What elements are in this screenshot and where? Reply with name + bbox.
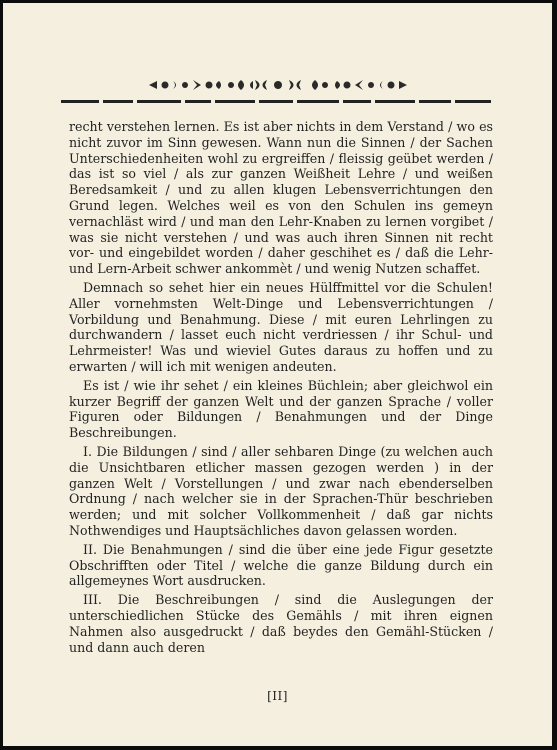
book-page [3,3,552,746]
paragraph-3: Es ist / wie ihr sehet / ein kleines Büchlein; aber gleichwol ein kurzer Begriff der ganzen Welt und der ganzen Sprache / voller Figuren oder Bildungen / Benahmungen und der Dinge Beschreibungen. [69,377,493,441]
page-number: [II] [267,689,288,703]
ornament-header-icon [143,77,413,93]
paragraph-2: Demnach so sehet hier ein neues Hülffmittel vor die Schulen! Aller vornehmsten Welt-Dinge und Lebensverrichtungen / Vorbildung und Benahmung. Diese / mit euren Lehrlingen zu durchwandern / lasset euch nicht verdriessen / ihr Schul- und Lehrmeister! Was und wieviel Gutes daraus zu hoffen und zu erwarten / will ich mit wenigen andeuten. [69,279,493,374]
paragraph-6: III. Die Beschreibungen / sind die Auslegungen der unterschiedlichen Stücke des Gemähls / mit ihren eignen Nahmen also ausgedruckt / daß beydes den Gemähl-Stücken / und dann auch deren [69,592,493,655]
body-text [69,119,493,658]
paragraph-4: I. Die Bildungen / sind / aller sehbaren Dinge (zu welchen auch die Unsichtbaren etlicher massen gezogen werden ) in der ganzen Welt / Vorstellungen / und zwar nach ebenderselben Ordnung / nach welcher sie in der Sprachen-Thür beschrieben werden; und mit solcher Vollkommenheit / daß gar nichts Nothwendiges und Hauptsächliches davon gelassen worden. [69,443,493,538]
decorative-rule [61,99,491,105]
paragraph-1: recht verstehen lernen. Es ist aber nichts in dem Verstand / wo es nicht zuvor im Sinn gewesen. Wann nun die Sinnen / der Sachen Unterschiedenheiten wohl zu ergreiffen / fleissig geübet werden / das ist so viel / als zur ganzen Weißheit Lehre / und weißen Beredsamkeit / und zu allen klugen Lebensverrichtungen den Grund legen. Welches weil es von den Schulen ins gemeyn vernachläst wird / und man den Lehr-Knaben zu lernen vorgibet / was sie nicht verstehen / und was auch ihren Sinnen nit recht vor- und eingebildet worden / daher geschihet es / daß die Lehr- und Lern-Arbeit schwer ankommèt / und wenig Nutzen schaffet. [69,119,493,277]
paragraph-5: II. Die Benahmungen / sind die über eine jede Figur gesetzte Obschrifften oder Titel / welche die ganze Bildung durch ein allgemeynes Wort ausdrucken. [69,541,493,589]
